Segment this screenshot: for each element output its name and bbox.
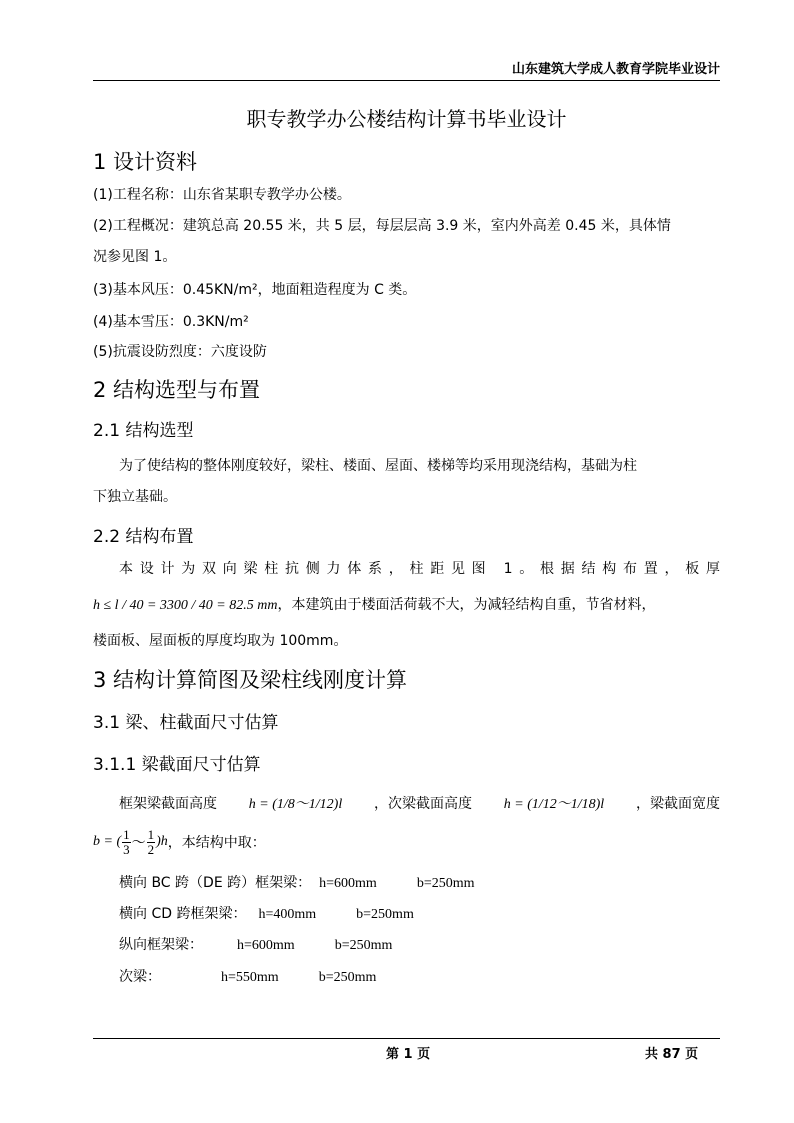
s1-item-2: (2)工程概况：建筑总高 20.55 米，共 5 层，每层层高 3.9 米，室内外高差 0.45 米，具体情: [93, 218, 671, 234]
beam-height: h=550mm: [221, 970, 279, 985]
fraction-one-third: [122, 828, 131, 857]
s22-line-2: [93, 594, 720, 614]
main-beam-height-formula: h = (1/8～1/12)l: [248, 797, 343, 812]
beam-row: [119, 872, 746, 892]
s1-item-2-cont: 况参见图 1。: [93, 249, 177, 265]
fraction-one-half: [147, 828, 156, 857]
s1-item-3: (3)基本风压：0.45KN/m²，地面粗造程度为 C 类。: [93, 282, 417, 298]
section-3-heading: 3 结构计算简图及梁柱线刚度计算: [93, 668, 408, 692]
s311-line-2-text: ，本结构中取：: [167, 835, 266, 851]
s311-line-1: [119, 793, 720, 813]
beam-row: [119, 934, 746, 954]
s1-item-4: (4)基本雪压：0.3KN/m²: [93, 314, 249, 330]
s21-line-2: 下独立基础。: [93, 489, 177, 505]
fraction-numerator: 1: [123, 826, 130, 842]
width-formula-prefix: b = (: [93, 834, 122, 849]
s311-text-b: ，次梁截面高度: [373, 796, 472, 812]
beam-width: b=250mm: [318, 970, 377, 985]
s1-item-5: (5)抗震设防烈度：六度设防: [93, 344, 267, 360]
beam-width: b=250mm: [356, 907, 414, 922]
total-pages: 共 87 页: [645, 1047, 699, 1062]
section-2-1-heading: 2.1 结构选型: [93, 421, 194, 441]
footer-rule: [93, 1038, 720, 1039]
fraction-denominator: 3: [123, 841, 130, 857]
s21-line-1: 为了使结构的整体刚度较好，梁柱、楼面、屋面、楼梯等均采用现浇结构，基础为柱: [119, 458, 637, 474]
range-tilde: ～: [131, 836, 146, 851]
s22-line-2-text: ，本建筑由于楼面活荷载不大，为减轻结构自重，节省材料，: [277, 597, 656, 613]
beam-label: 横向 BC 跨（DE 跨）框架梁：: [119, 875, 312, 891]
s311-text-a: 框架梁截面高度: [119, 796, 217, 812]
s311-line-2: [93, 822, 720, 862]
section-3-1-1-heading: 3.1.1 梁截面尺寸估算: [93, 755, 261, 775]
slab-thickness-formula: h ≤ l / 40 = 3300 / 40 = 82.5 mm: [93, 598, 278, 613]
beam-height: h=600mm: [319, 876, 377, 891]
beam-label: 次梁：: [119, 969, 161, 985]
s1-item-1: (1)工程名称：山东省某职专教学办公楼。: [93, 187, 351, 203]
beam-row: [119, 903, 746, 923]
beam-height: h=400mm: [258, 907, 317, 922]
fraction-denominator: 2: [147, 841, 155, 857]
section-1-heading: 1 设计资料: [93, 150, 198, 174]
document-title: 职专教学办公楼结构计算书毕业设计: [246, 107, 567, 131]
fraction-numerator: 1: [147, 826, 155, 842]
page-number: 第 1 页: [386, 1047, 431, 1062]
beam-width: b=250mm: [334, 938, 393, 953]
beam-height: h=600mm: [237, 938, 295, 953]
running-header: 山东建筑大学成人教育学院毕业设计: [511, 62, 720, 77]
s22-line-3: 楼面板、屋面板的厚度均取为 100mm。: [93, 633, 348, 649]
section-2-2-heading: 2.2 结构布置: [93, 527, 194, 547]
beam-label: 横向 CD 跨框架梁：: [119, 906, 247, 922]
beam-label: 纵向框架梁：: [119, 937, 203, 953]
secondary-beam-height-formula: h = (1/12～1/18)l: [503, 797, 605, 812]
s22-line-1: 本设计为双向梁柱抗侧力体系，柱距见图 1。根据结构布置，板厚: [119, 561, 720, 577]
width-formula-suffix: )h: [156, 834, 168, 849]
s311-text-c: ，梁截面宽度: [635, 796, 720, 812]
section-3-1-heading: 3.1 梁、柱截面尺寸估算: [93, 713, 279, 733]
beam-row: [119, 966, 746, 986]
header-rule: [93, 80, 720, 81]
beam-width: b=250mm: [416, 876, 475, 891]
section-2-heading: 2 结构选型与布置: [93, 378, 261, 402]
